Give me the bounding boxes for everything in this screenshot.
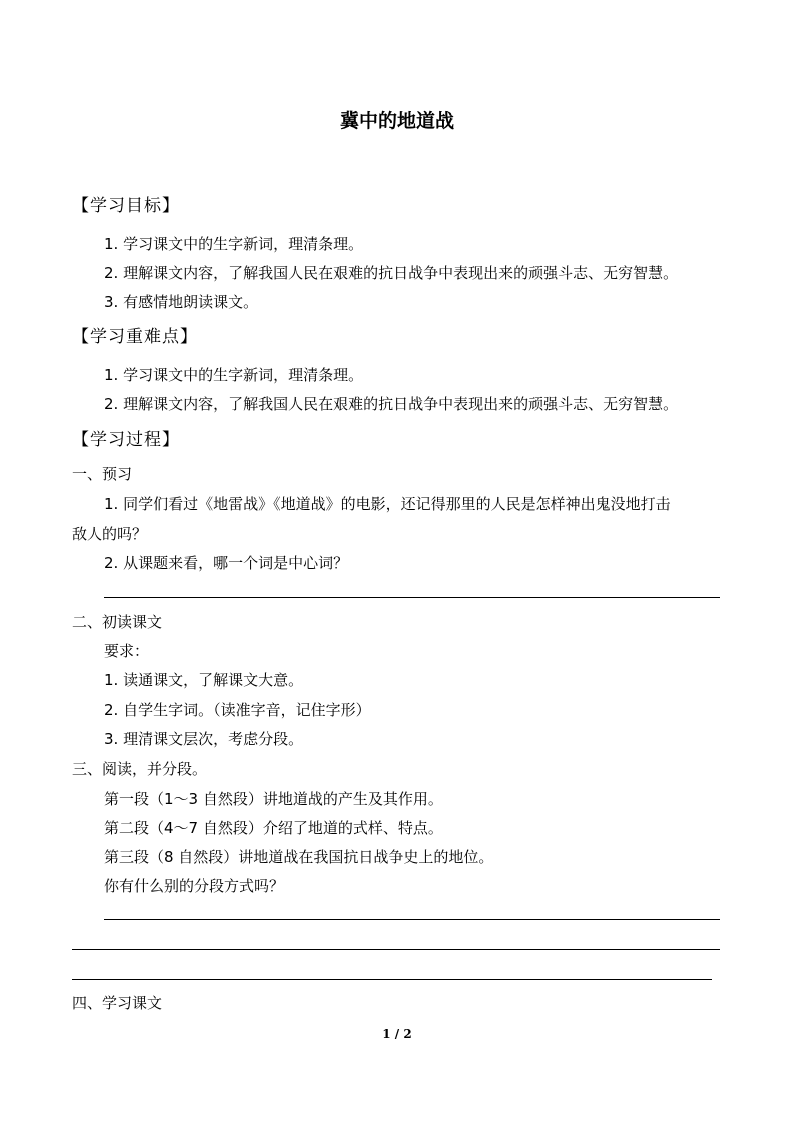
part4-heading: 四、学习课文 — [72, 994, 163, 1012]
goal-item-3: 3. 有感情地朗读课文。 — [104, 293, 259, 311]
answer-line — [72, 979, 712, 980]
key-point-item-1: 1. 学习课文中的生字新词，理清条理。 — [104, 366, 364, 384]
part3-item-1: 第一段（1～3 自然段）讲地道战的产生及其作用。 — [104, 790, 443, 808]
section-heading-key-points: 【学习重难点】 — [72, 327, 198, 347]
part1-heading: 一、预习 — [72, 465, 133, 483]
part3-heading: 三、阅读，并分段。 — [72, 760, 208, 778]
part2-item-1: 1. 读通课文，了解课文大意。 — [104, 671, 304, 689]
page-title: 冀中的地道战 — [339, 110, 454, 132]
key-point-item-2: 2. 理解课文内容，了解我国人民在艰难的抗日战争中表现出来的顽强斗志、无穷智慧。 — [104, 395, 679, 413]
part1-question-2: 2. 从课题来看，哪一个词是中心词？ — [104, 554, 349, 572]
part3-item-4: 你有什么别的分段方式吗？ — [104, 877, 285, 895]
part3-item-3: 第三段（8 自然段）讲地道战在我国抗日战争史上的地位。 — [104, 848, 494, 866]
part2-item-2: 2. 自学生字词。（读准字音，记住字形） — [104, 701, 371, 719]
page-number: 1 / 2 — [382, 1027, 412, 1041]
part2-requirement-label: 要求： — [104, 642, 150, 660]
answer-line — [104, 919, 720, 920]
answer-line — [72, 949, 720, 950]
part1-question-1-line-1: 1. 同学们看过《地雷战》《地道战》的电影，还记得那里的人民是怎样神出鬼没地打击 — [104, 495, 671, 513]
goal-item-1: 1. 学习课文中的生字新词，理清条理。 — [104, 235, 364, 253]
part2-heading: 二、初读课文 — [72, 613, 163, 631]
part3-item-2: 第二段（4～7 自然段）介绍了地道的式样、特点。 — [104, 819, 443, 837]
part1-question-1-line-2: 敌人的吗？ — [72, 525, 148, 543]
part2-item-3: 3. 理清课文层次，考虑分段。 — [104, 730, 304, 748]
answer-line — [104, 597, 720, 598]
section-heading-process: 【学习过程】 — [72, 430, 180, 450]
section-heading-goals: 【学习目标】 — [72, 196, 180, 216]
goal-item-2: 2. 理解课文内容，了解我国人民在艰难的抗日战争中表现出来的顽强斗志、无穷智慧。 — [104, 264, 679, 282]
